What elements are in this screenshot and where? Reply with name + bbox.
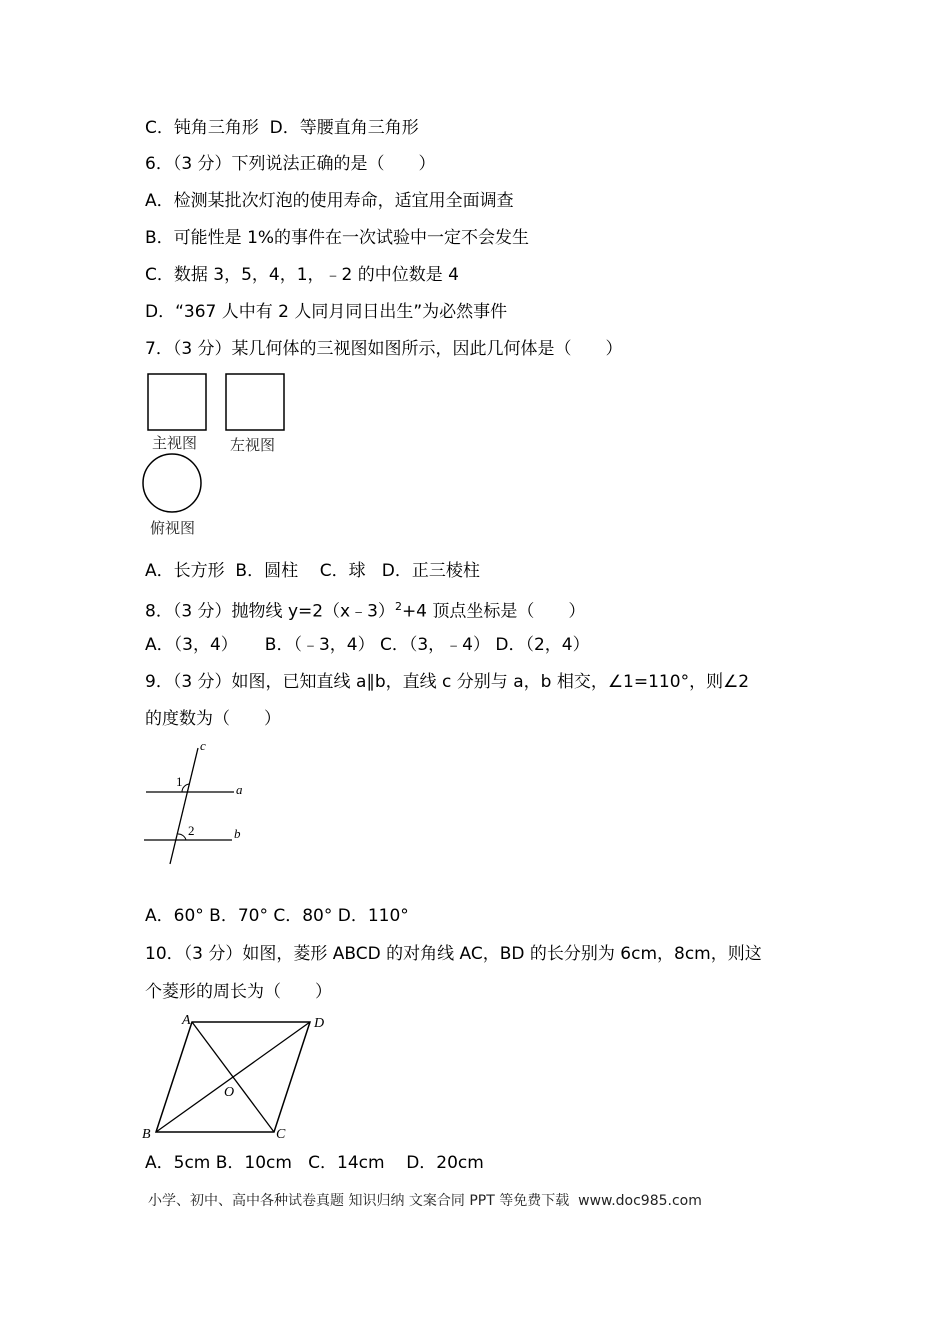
left-view-square: [226, 374, 284, 430]
q8-text-end: +4 顶点坐标是（ ）: [401, 601, 586, 622]
diagonal-bd: [156, 1022, 310, 1132]
question-8: [145, 595, 585, 624]
q8-exponent: 2: [394, 600, 402, 613]
question-9-line1: 9．（3 分）如图，已知直线 a∥b，直线 c 分别与 a，b 相交，∠1=110°，则∠2: [145, 672, 750, 692]
q8-text-start: 8．（3 分）抛物线 y=2（x﹣3）: [145, 601, 395, 622]
question-10-line2: 个菱形的周长为（ ）: [145, 982, 332, 1002]
label-2: 2: [188, 823, 195, 838]
center-o-label: O: [224, 1085, 235, 1100]
q7-options: A．长方形 B．圆柱 C．球 D．正三棱柱: [145, 561, 480, 581]
question-9-line2: 的度数为（ ）: [145, 709, 281, 729]
vertex-c-label: C: [276, 1127, 286, 1142]
q10-options: A．5cm B．10cm C．14cm D．20cm: [145, 1153, 484, 1173]
top-view-label: 俯视图: [150, 519, 196, 537]
line-c: [170, 748, 198, 864]
q8-options: A．（3，4） B．（﹣3，4） C．（3，﹣4） D．（2，4）: [145, 635, 590, 655]
left-view-label: 左视图: [230, 436, 276, 454]
question-6: 6．（3 分）下列说法正确的是（ ）: [145, 154, 436, 174]
angle-2-arc: [178, 834, 186, 840]
question-7: 7．（3 分）某几何体的三视图如图所示，因此几何体是（ ）: [145, 339, 623, 359]
three-view-svg: [140, 370, 300, 540]
vertex-d-label: D: [314, 1016, 325, 1031]
label-1: 1: [176, 774, 183, 789]
three-view-figure: [140, 370, 300, 540]
label-c: c: [200, 738, 206, 753]
vertex-b-label: B: [142, 1127, 151, 1142]
parallel-lines-figure: [140, 738, 260, 868]
question-10-line1: 10．（3 分）如图，菱形 ABCD 的对角线 AC，BD 的长分别为 6cm，8cm，则这: [145, 944, 762, 964]
q6-option-b: B．可能性是 1%的事件在一次试验中一定不会发生: [145, 228, 530, 248]
rhombus-svg: [138, 1008, 338, 1144]
parallel-lines-svg: [140, 738, 260, 868]
label-a: a: [236, 782, 243, 797]
top-view-circle: [143, 454, 201, 512]
q6-option-c: C．数据 3，5，4，1，﹣2 的中位数是 4: [145, 265, 459, 285]
q9-options: A．60° B．70° C．80° D．110°: [145, 906, 409, 926]
rhombus-figure: [138, 1008, 338, 1144]
q6-option-d: D．“367 人中有 2 人同月同日出生”为必然事件: [145, 302, 508, 322]
front-view-square: [148, 374, 206, 430]
vertex-a-label: A: [182, 1013, 191, 1028]
page-footer: 小学、初中、高中各种试卷真题 知识归纳 文案合同 PPT 等免费下载 www.doc985.com: [148, 1193, 702, 1209]
front-view-label: 主视图: [152, 434, 198, 452]
q6-option-a: A．检测某批次灯泡的使用寿命，适宜用全面调查: [145, 191, 514, 211]
label-b: b: [234, 826, 241, 841]
option-line-5cd: C．钝角三角形 D．等腰直角三角形: [145, 118, 419, 138]
